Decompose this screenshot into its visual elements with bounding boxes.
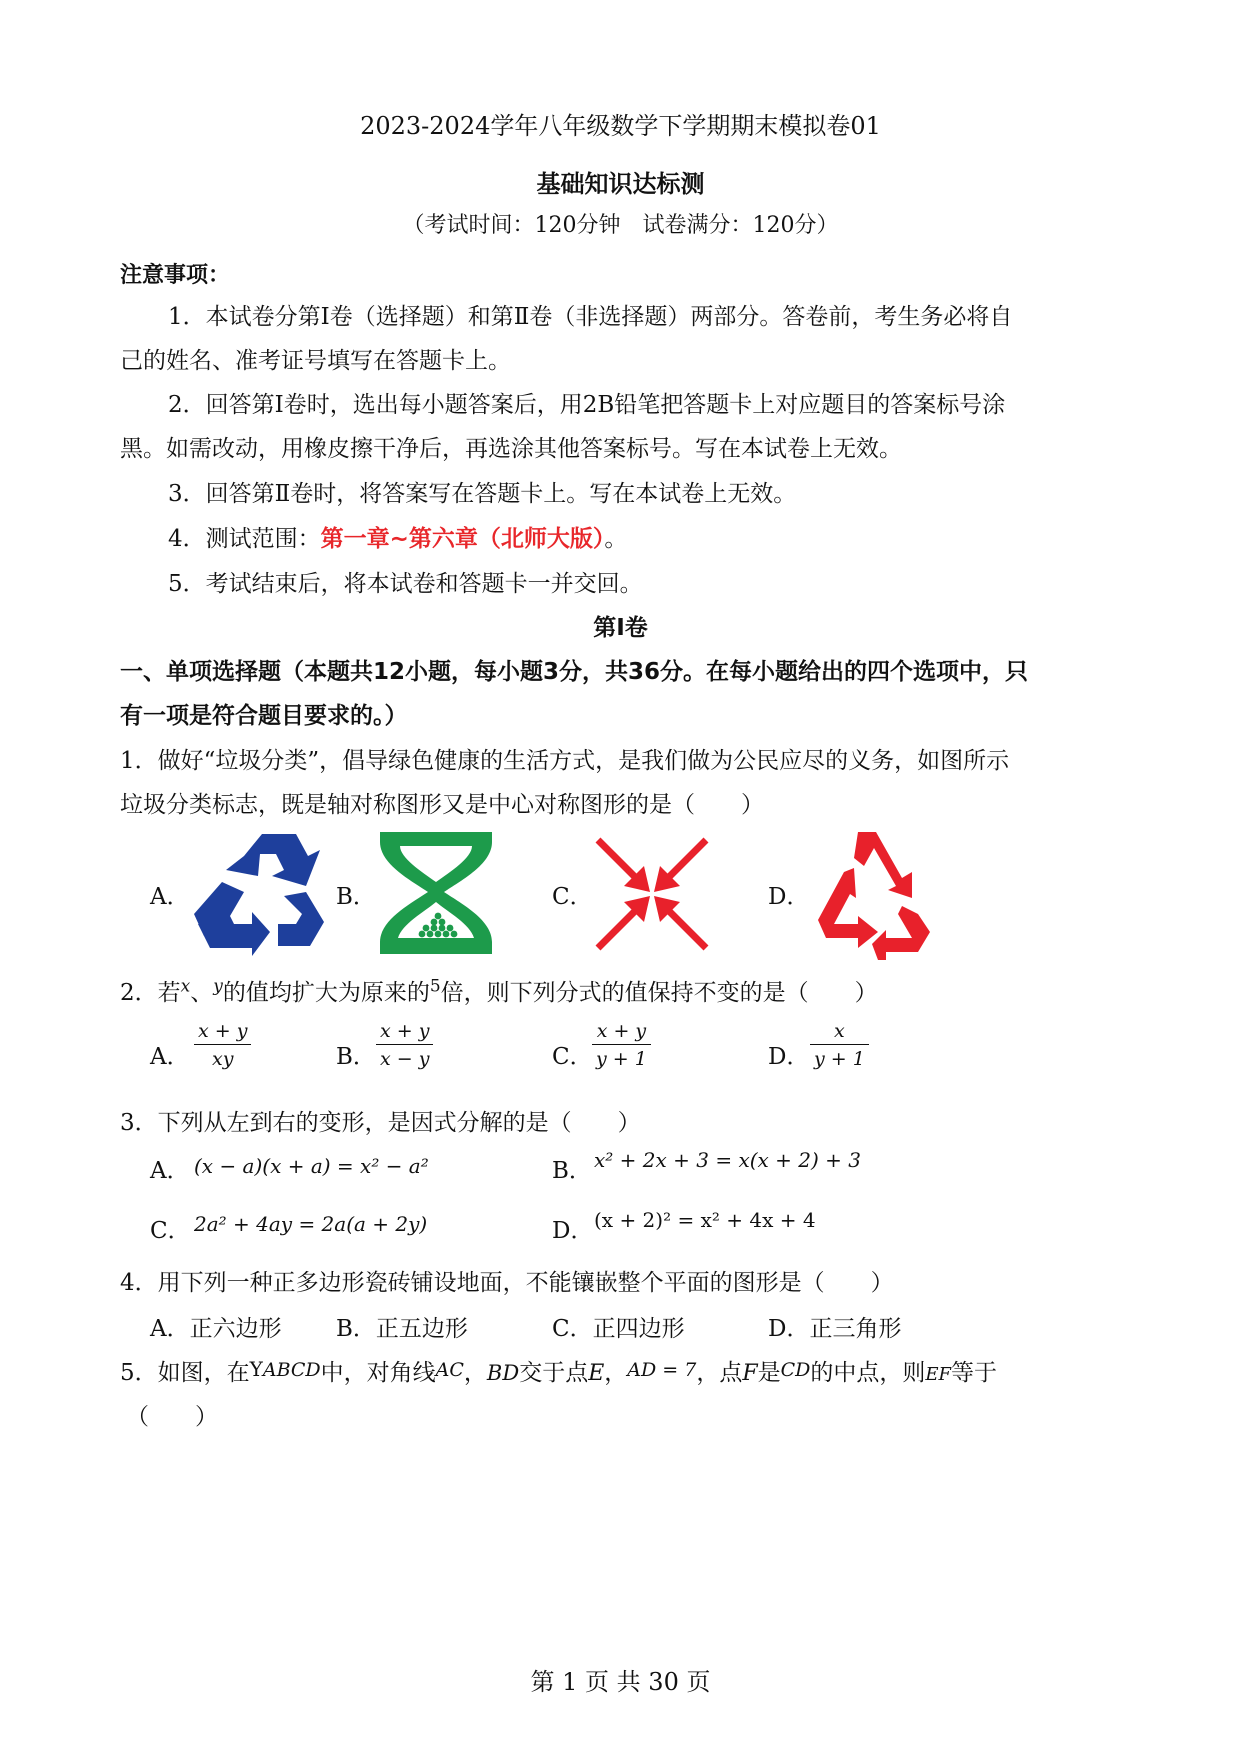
notice-item-4-suffix: 。 xyxy=(604,526,628,552)
section-1-line-1: 一、单项选择题（本题共12小题，每小题3分，共36分。在每小题给出的四个选项中，只 xyxy=(120,659,1029,685)
notice-item-5: 5．考试结束后，将本试卷和答题卡一并交回。 xyxy=(168,571,643,597)
q5-abcd: ABCD xyxy=(262,1359,321,1381)
volume-title: 第Ⅰ卷 xyxy=(593,615,648,641)
section-1-line-2: 有一项是符合题目要求的。） xyxy=(120,703,408,729)
q5-t3: ， xyxy=(463,1360,487,1386)
q4-option-b[interactable]: B．正五边形 xyxy=(336,1316,468,1342)
notice-item-2-line-2: 黑。如需改动，用橡皮擦干净后，再选涂其他答案标号。写在本试卷上无效。 xyxy=(120,436,902,462)
q5-ad: AD = 7 xyxy=(627,1359,697,1381)
exam-info: （考试时间：120分钟 试卷满分：120分） xyxy=(402,213,839,238)
notice-item-2-line-1: 2．回答第Ⅰ卷时，选出每小题答案后，用2B铅笔把答题卡上对应题目的答案标号涂 xyxy=(168,392,1006,418)
inward-arrows-red-icon xyxy=(594,836,710,952)
q2-option-d-fraction xyxy=(810,1020,869,1070)
q2-option-b-num: x + y xyxy=(376,1020,433,1045)
q4-option-d[interactable]: D．正三角形 xyxy=(768,1316,902,1342)
notice-item-4 xyxy=(168,520,627,553)
q3-option-b-expr: x² + 2x + 3 = x(x + 2) + 3 xyxy=(594,1148,862,1172)
q5-bd: BD xyxy=(486,1361,520,1385)
recycling-red-icon xyxy=(812,828,932,960)
notice-item-1-line-2: 己的姓名、准考证号填写在答题卡上。 xyxy=(120,348,511,374)
q1-option-b-label[interactable]: B． xyxy=(336,884,376,910)
recycling-blue-icon xyxy=(192,828,328,956)
q4-option-a[interactable]: A．正六边形 xyxy=(150,1316,282,1342)
q5-t1: 5．如图，在 xyxy=(120,1360,250,1386)
q2-option-c-label[interactable]: C． xyxy=(552,1044,593,1070)
question-4-stem: 4．用下列一种正多边形瓷砖铺设地面，不能镶嵌整个平面的图形是（ ） xyxy=(120,1270,894,1296)
test-range: 第一章~第六章（北师大版） xyxy=(320,526,605,552)
notice-item-3: 3．回答第Ⅱ卷时，将答案写在答题卡上。写在本试卷上无效。 xyxy=(168,481,797,507)
q5-f: F xyxy=(742,1361,758,1386)
q5-t5: ， xyxy=(604,1360,628,1386)
q1-option-d-label[interactable]: D． xyxy=(768,884,810,910)
q5-t2: 中，对角线 xyxy=(320,1360,436,1386)
question-2-stem xyxy=(120,974,878,1007)
notice-item-4-prefix: 4．测试范围： xyxy=(168,526,321,552)
q2-option-a-den: xy xyxy=(212,1048,234,1070)
exam-title: 2023-2024学年八年级数学下学期期末模拟卷01 xyxy=(360,112,881,140)
exam-subtitle: 基础知识达标测 xyxy=(536,170,705,198)
q2-option-d-den: y + 1 xyxy=(814,1048,865,1070)
q2-var-x: x xyxy=(180,976,191,997)
page-footer: 第 1 页 共 30 页 xyxy=(530,1668,711,1696)
q1-option-a-label[interactable]: A． xyxy=(150,884,190,910)
q3-option-d-expr: (x + 2)² = x² + 4x + 4 xyxy=(594,1208,816,1232)
question-3-stem: 3．下列从左到右的变形，是因式分解的是（ ） xyxy=(120,1110,641,1136)
q4-option-c[interactable]: C．正四边形 xyxy=(552,1316,685,1342)
q3-option-b-label[interactable]: B． xyxy=(552,1158,592,1184)
q2-text-c: 倍，则下列分式的值保持不变的是（ ） xyxy=(440,980,878,1006)
q2-var-y: y xyxy=(213,976,223,997)
question-1-line-2: 垃圾分类标志，既是轴对称图形又是中心对称图形的是（ ） xyxy=(120,792,764,818)
q5-t8: 的中点，则 xyxy=(810,1360,926,1386)
q2-factor: 5 xyxy=(429,976,441,997)
parallelogram-symbol: Y xyxy=(249,1357,263,1381)
question-5-line-2: （ ） xyxy=(126,1404,218,1430)
q1-option-c-label[interactable]: C． xyxy=(552,884,593,910)
q2-option-b-label[interactable]: B． xyxy=(336,1044,376,1070)
q2-sep: 、 xyxy=(190,980,214,1006)
q2-option-b-den: x − y xyxy=(380,1048,430,1070)
question-1-line-1: 1．做好“垃圾分类”，倡导绿色健康的生活方式，是我们做为公民应尽的义务，如图所示 xyxy=(120,748,1010,774)
q2-option-b-fraction xyxy=(376,1020,433,1070)
q2-option-a-label[interactable]: A． xyxy=(150,1044,190,1070)
q2-option-d-num: x xyxy=(810,1020,869,1045)
question-5-stem xyxy=(120,1354,997,1387)
q3-option-c-expr: 2a² + 4ay = 2a(a + 2y) xyxy=(194,1212,428,1236)
q2-option-c-fraction xyxy=(592,1020,651,1070)
q2-option-d-label[interactable]: D． xyxy=(768,1044,810,1070)
q5-t9: 等于 xyxy=(951,1360,997,1386)
q5-t7: 是 xyxy=(757,1360,781,1386)
q5-e: E xyxy=(588,1361,605,1386)
notice-item-1-line-1: 1．本试卷分第Ⅰ卷（选择题）和第Ⅱ卷（非选择题）两部分。答卷前，考生务必将自 xyxy=(168,304,1013,330)
q2-text-a: 2．若 xyxy=(120,980,181,1006)
hourglass-green-icon xyxy=(378,830,494,956)
q2-text-b: 的值均扩大为原来的 xyxy=(222,980,430,1006)
q3-option-a-expr: (x − a)(x + a) = x² − a² xyxy=(194,1154,429,1178)
q5-t6: ，点 xyxy=(696,1360,743,1386)
q3-option-a-label[interactable]: A． xyxy=(150,1158,190,1184)
q5-ac: AC xyxy=(435,1359,464,1381)
notice-heading: 注意事项： xyxy=(120,263,231,288)
q2-option-a-fraction xyxy=(194,1020,251,1070)
q3-option-c-label[interactable]: C． xyxy=(150,1218,191,1244)
q2-option-a-num: x + y xyxy=(194,1020,251,1045)
q5-ef: EF xyxy=(925,1364,951,1385)
q5-cd: CD xyxy=(780,1359,811,1381)
q5-t4: 交于点 xyxy=(519,1360,589,1386)
q2-option-c-den: y + 1 xyxy=(596,1048,647,1070)
q2-option-c-num: x + y xyxy=(592,1020,651,1045)
q3-option-d-label[interactable]: D． xyxy=(552,1218,594,1244)
